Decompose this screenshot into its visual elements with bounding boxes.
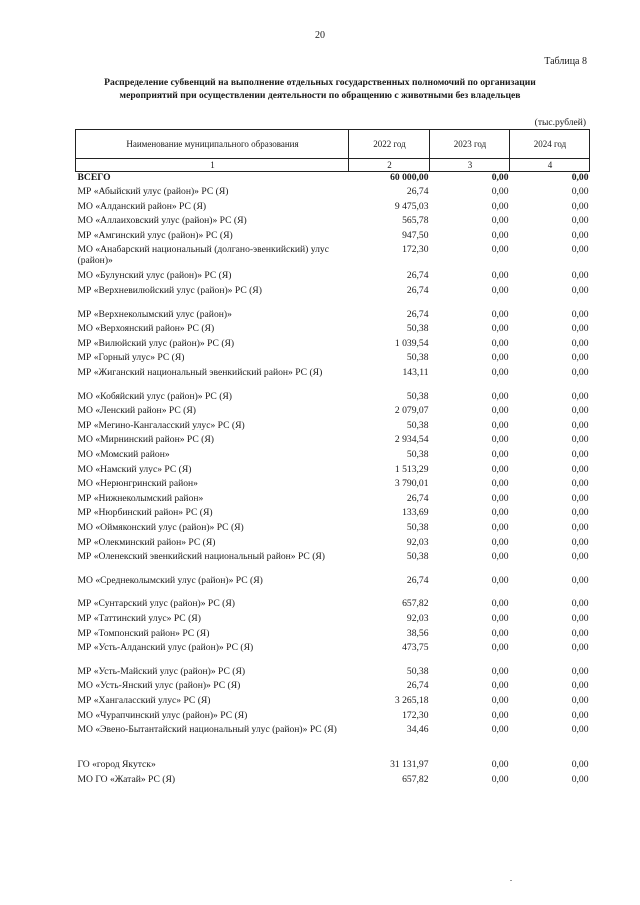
value-2023: 0,00 <box>491 759 509 771</box>
value-2024: 0,00 <box>571 405 589 417</box>
municipality-name: МР «Жиганский национальный эвенкийский район» РС (Я) <box>77 367 323 379</box>
municipality-name: МР «Горный улус» РС (Я) <box>77 352 185 364</box>
value-2024: 0,00 <box>571 759 589 771</box>
value-2022: 50,38 <box>406 521 429 533</box>
value-2022: 50,38 <box>406 449 429 460</box>
table-label: Таблица 8 <box>544 56 587 67</box>
municipality-name: МО «Кобяйский улус (район)» РС (Я) <box>77 390 233 402</box>
value-2022: 26,74 <box>406 308 429 320</box>
value-2024: 0,00 <box>571 419 589 431</box>
value-2024: 0,00 <box>571 521 589 533</box>
value-2024: 0,00 <box>571 598 589 610</box>
table-body <box>76 130 590 789</box>
table-row <box>76 551 590 566</box>
table-row <box>76 628 590 643</box>
value-2024: 0,00 <box>571 270 589 282</box>
value-2024: 0,00 <box>571 627 589 639</box>
value-2022: 143,11 <box>402 367 429 379</box>
column-number: 2 <box>349 159 430 172</box>
table-spacer <box>76 657 590 666</box>
column-number-row <box>76 159 590 172</box>
value-2022: 31 131,97 <box>390 759 429 771</box>
table-spacer <box>76 566 590 575</box>
value-2023: 0,00 <box>491 390 509 402</box>
column-header-name: Наименование муниципального образования <box>76 130 349 159</box>
table-row <box>76 186 590 201</box>
value-2023: 0,00 <box>491 680 509 692</box>
table-row <box>76 215 590 230</box>
value-2022: 50,38 <box>406 419 429 431</box>
column-number: 4 <box>510 159 590 172</box>
value-2024: 0,00 <box>571 285 589 297</box>
value-2022: 92,03 <box>406 536 429 548</box>
municipality-name: МО ГО «Жатай» РС (Я) <box>77 773 176 785</box>
value-2023: 0,00 <box>491 449 509 460</box>
table-row <box>76 613 590 628</box>
total-label: ВСЕГО <box>77 172 111 183</box>
value-2024: 0,00 <box>571 186 589 198</box>
value-2023: 0,00 <box>491 694 509 706</box>
value-2024: 0,00 <box>571 536 589 548</box>
value-2024: 0,00 <box>571 773 589 785</box>
table-header-row <box>76 130 590 159</box>
municipality-name: МР «Усть-Алданский улус (район)» РС (Я) <box>77 642 254 654</box>
value-2024: 0,00 <box>571 642 589 654</box>
municipality-name: МР «Мегино-Кангаласский улус» РС (Я) <box>77 419 245 431</box>
municipality-name: МО «Момский район» <box>77 449 170 460</box>
table-row <box>76 598 590 613</box>
table-row <box>76 270 590 285</box>
table-row <box>76 478 590 493</box>
table-row <box>76 352 590 367</box>
municipality-name: МО «Эвено-Бытантайский национальный улус (район)» РС (Я) <box>77 724 337 736</box>
municipality-name: ГО «город Якутск» <box>77 759 156 771</box>
column-number: 1 <box>76 159 349 172</box>
value-2023: 0,00 <box>491 323 509 335</box>
value-2024: 0,00 <box>571 308 589 320</box>
value-2022: 26,74 <box>406 574 429 586</box>
table-row <box>76 309 590 324</box>
value-2024: 0,00 <box>571 367 589 379</box>
value-2022: 2 079,07 <box>394 405 429 417</box>
title-line-2: мероприятий при осуществлении деятельности по обращению с животными без владельцев <box>119 89 521 101</box>
value-2024: 0,00 <box>571 200 589 212</box>
value-2022: 1 039,54 <box>394 337 429 349</box>
table-spacer <box>76 382 590 391</box>
municipality-name: МР «Томпонский район» РС (Я) <box>77 627 210 639</box>
value-2023: 0,00 <box>491 434 509 446</box>
value-2022: 26,74 <box>406 680 429 692</box>
value-2023: 0,00 <box>491 270 509 282</box>
table-row <box>76 367 590 382</box>
value-2024: 0,00 <box>571 709 589 721</box>
value-2023: 0,00 <box>491 709 509 721</box>
spacer-cell <box>76 566 590 575</box>
municipality-name: МР «Таттинский улус» РС (Я) <box>77 612 201 624</box>
table-row <box>76 680 590 695</box>
municipality-name: МО «Алданский район» РС (Я) <box>77 200 207 212</box>
value-2022: 92,03 <box>406 612 429 624</box>
value-2022: 38,56 <box>406 627 429 639</box>
municipality-name: МО «Намский улус» РС (Я) <box>77 463 192 475</box>
value-2022: 26,74 <box>406 186 429 198</box>
spacer-cell <box>76 589 590 598</box>
table-row <box>76 285 590 300</box>
column-header-2024: 2024 год <box>510 130 590 159</box>
municipality-name: МР «Усть-Майский улус (район)» РС (Я) <box>77 665 246 677</box>
municipality-name: МР «Верхнеколымский улус (район)» <box>77 308 232 320</box>
value-2022: 50,38 <box>406 665 429 677</box>
table-row <box>76 666 590 681</box>
municipality-name: МР «Олекминский район» РС (Я) <box>77 536 216 548</box>
value-2023: 0,00 <box>491 244 509 256</box>
table-row <box>76 724 590 750</box>
value-2022: 657,82 <box>402 598 429 610</box>
value-2023: 0,00 <box>491 536 509 548</box>
value-2023: 0,00 <box>491 598 509 610</box>
page-number: 20 <box>315 30 325 41</box>
municipality-name: МР «Оленекский эвенкийский национальный район» РС (Я) <box>77 551 325 563</box>
units-label: (тыс.рублей) <box>534 118 586 128</box>
municipality-name: МО «Аллаиховский улус (район)» РС (Я) <box>77 215 247 227</box>
value-2023: 0,00 <box>491 507 509 519</box>
table-spacer <box>76 750 590 759</box>
value-2024: 0,00 <box>571 449 589 460</box>
value-2022: 26,74 <box>406 492 429 504</box>
value-2022: 50,38 <box>406 352 429 364</box>
value-2023: 0,00 <box>491 627 509 639</box>
value-2022: 3 790,01 <box>394 478 429 490</box>
value-2022: 1 513,29 <box>394 463 429 475</box>
spacer-cell <box>76 300 590 309</box>
value-2023: 0,00 <box>491 612 509 624</box>
municipality-name: МО «Нерюнгринский район» <box>77 478 198 490</box>
municipality-name: МР «Сунтарский улус (район)» РС (Я) <box>77 598 235 610</box>
value-2024: 0,00 <box>571 724 589 736</box>
value-2024: 0,00 <box>571 390 589 402</box>
table-row <box>76 695 590 710</box>
value-2023: 0,00 <box>491 551 509 563</box>
value-2024: 0,00 <box>571 694 589 706</box>
scan-mark <box>510 880 512 881</box>
value-2023: 0,00 <box>491 367 509 379</box>
value-2024: 0,00 <box>571 574 589 586</box>
value-2023: 0,00 <box>491 405 509 417</box>
table-spacer <box>76 589 590 598</box>
spacer-cell <box>76 750 590 759</box>
value-2022: 473,75 <box>402 642 429 654</box>
column-number: 3 <box>430 159 510 172</box>
value-2022: 50,38 <box>406 390 429 402</box>
value-2022: 26,74 <box>406 285 429 297</box>
value-2023: 0,00 <box>491 308 509 320</box>
value-2024: 0,00 <box>571 612 589 624</box>
value-2022: 133,69 <box>402 507 429 519</box>
value-2024: 0,00 <box>571 463 589 475</box>
value-2024: 0,00 <box>571 352 589 364</box>
value-2023: 0,00 <box>491 352 509 364</box>
value-2023: 0,00 <box>491 478 509 490</box>
value-2023: 0,00 <box>491 492 509 504</box>
municipality-name: МР «Верхневилюйский улус (район)» РС (Я) <box>77 285 262 297</box>
municipality-name: МР «Нижнеколымский район» <box>77 492 204 504</box>
total-2024: 0,00 <box>571 172 589 183</box>
value-2023: 0,00 <box>491 186 509 198</box>
table-row <box>76 507 590 522</box>
table-row <box>76 449 590 464</box>
value-2023: 0,00 <box>491 229 509 241</box>
municipality-name: МО «Чурапчинский улус (район)» РС (Я) <box>77 709 248 721</box>
value-2023: 0,00 <box>491 337 509 349</box>
value-2023: 0,00 <box>491 200 509 212</box>
municipality-name: МО «Мирнинский район» РС (Я) <box>77 434 214 446</box>
table-row <box>76 338 590 353</box>
value-2022: 34,46 <box>406 724 429 736</box>
value-2024: 0,00 <box>571 492 589 504</box>
table-row <box>76 405 590 420</box>
value-2022: 26,74 <box>406 270 429 282</box>
value-2023: 0,00 <box>491 285 509 297</box>
spacer-cell <box>76 657 590 666</box>
value-2023: 0,00 <box>491 665 509 677</box>
table-row <box>76 774 590 789</box>
municipality-name: МР «Абыйский улус (район)» РС (Я) <box>77 186 229 198</box>
column-header-2023: 2023 год <box>430 130 510 159</box>
value-2024: 0,00 <box>571 665 589 677</box>
value-2023: 0,00 <box>491 773 509 785</box>
value-2022: 9 475,03 <box>394 200 429 212</box>
municipality-name: МО «Верхоянский район» РС (Я) <box>77 323 215 335</box>
municipality-name: МО «Среднеколымский улус (район)» РС (Я) <box>77 574 263 586</box>
value-2022: 3 265,18 <box>394 694 429 706</box>
value-2024: 0,00 <box>571 229 589 241</box>
table-row <box>76 759 590 774</box>
table-row <box>76 201 590 216</box>
value-2023: 0,00 <box>491 463 509 475</box>
value-2022: 172,30 <box>402 709 429 721</box>
municipality-name: МР «Хангаласский улус» РС (Я) <box>77 694 211 706</box>
table-row <box>76 642 590 657</box>
table-row <box>76 434 590 449</box>
value-2022: 657,82 <box>402 773 429 785</box>
value-2022: 2 934,54 <box>394 434 429 446</box>
municipality-name: МО «Оймяконский улус (район)» РС (Я) <box>77 521 244 533</box>
total-2023: 0,00 <box>491 172 509 183</box>
table-row <box>76 522 590 537</box>
municipality-name: МО «Ленский район» РС (Я) <box>77 405 196 417</box>
value-2022: 50,38 <box>406 323 429 335</box>
subventions-table <box>75 129 590 788</box>
value-2023: 0,00 <box>491 215 509 227</box>
value-2022: 565,78 <box>402 215 429 227</box>
municipality-name: МО «Булунский улус (район)» РС (Я) <box>77 270 232 282</box>
table-spacer <box>76 300 590 309</box>
value-2024: 0,00 <box>571 507 589 519</box>
table-row <box>76 323 590 338</box>
column-header-2022: 2022 год <box>349 130 430 159</box>
value-2024: 0,00 <box>571 244 589 256</box>
value-2023: 0,00 <box>491 642 509 654</box>
value-2024: 0,00 <box>571 337 589 349</box>
value-2022: 50,38 <box>406 551 429 563</box>
table-row <box>76 244 590 270</box>
total-2022: 60 000,00 <box>390 172 429 183</box>
value-2024: 0,00 <box>571 323 589 335</box>
municipality-name: МР «Нюрбинский район» РС (Я) <box>77 507 213 519</box>
table-row <box>76 575 590 590</box>
value-2024: 0,00 <box>571 434 589 446</box>
total-row <box>76 172 590 187</box>
table-row <box>76 710 590 725</box>
table-row <box>76 537 590 552</box>
table-row <box>76 464 590 479</box>
table-row <box>76 420 590 435</box>
value-2022: 172,30 <box>402 244 429 256</box>
value-2024: 0,00 <box>571 680 589 692</box>
value-2024: 0,00 <box>571 478 589 490</box>
document-title <box>78 77 562 102</box>
spacer-cell <box>76 382 590 391</box>
table-row <box>76 493 590 508</box>
value-2023: 0,00 <box>491 574 509 586</box>
municipality-name: МО «Анабарский национальный (долгано-эвенкийский) улус (район)» <box>77 244 329 267</box>
value-2024: 0,00 <box>571 551 589 563</box>
value-2024: 0,00 <box>571 215 589 227</box>
value-2022: 947,50 <box>402 229 429 241</box>
municipality-name: МР «Вилюйский улус (район)» РС (Я) <box>77 337 235 349</box>
title-line-1: Распределение субвенций на выполнение отдельных государственных полномочий по организации <box>104 77 536 88</box>
value-2023: 0,00 <box>491 724 509 736</box>
municipality-name: МО «Усть-Янский улус (район)» РС (Я) <box>77 680 241 692</box>
municipality-name: МР «Амгинский улус (район)» РС (Я) <box>77 229 233 241</box>
value-2023: 0,00 <box>491 521 509 533</box>
table-row <box>76 391 590 406</box>
table-row <box>76 230 590 245</box>
value-2023: 0,00 <box>491 419 509 431</box>
